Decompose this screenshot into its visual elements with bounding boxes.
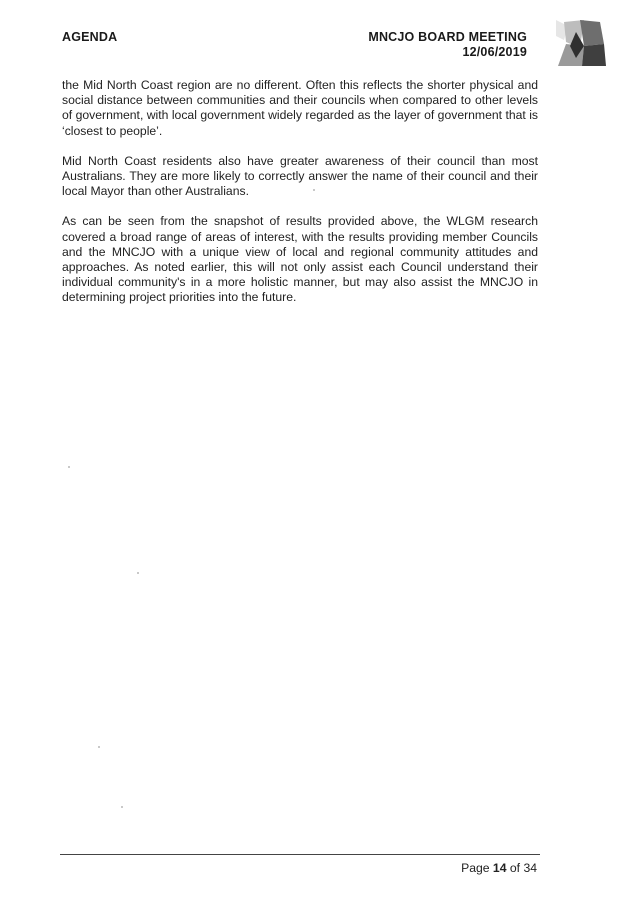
meeting-header <box>368 30 527 60</box>
page-total: 34 <box>523 861 537 875</box>
paragraph-1: the Mid North Coast region are no different. Often this reflects the shorter physical and social distance between communities and their councils when compared to other levels of government, with local government widely regarded as the layer of government that is ‘closest to people’. <box>62 78 538 138</box>
scan-speck <box>68 466 70 468</box>
scan-speck <box>98 746 100 748</box>
meeting-title: MNCJO BOARD MEETING <box>368 30 527 44</box>
scan-speck <box>121 806 123 808</box>
paragraph-3: As can be seen from the snapshot of results provided above, the WLGM research covered a broad range of areas of interest, with the results providing member Councils and the MNCJO with a unique view of local and regional community attitudes and approaches. As noted earlier, this will not only assist each Council understand their individual community's in a more holistic manner, but may also assist the MNCJO in determining project priorities into the future. <box>62 214 538 305</box>
mncjo-logo-icon <box>554 18 606 68</box>
page-prefix: Page <box>461 861 490 875</box>
scan-speck <box>137 572 139 574</box>
page-of: of <box>509 861 521 875</box>
agenda-body-text <box>62 78 538 321</box>
footer-divider <box>60 854 540 855</box>
meeting-date: 12/06/2019 <box>462 45 527 59</box>
page-indicator <box>461 861 537 875</box>
page-number: 14 <box>492 861 507 875</box>
scan-speck <box>313 189 315 191</box>
paragraph-2: Mid North Coast residents also have greater awareness of their council than most Australians. They are more likely to correctly answer the name of their council and their local Mayor than other Australians. <box>62 153 538 199</box>
agenda-label: AGENDA <box>62 30 118 44</box>
